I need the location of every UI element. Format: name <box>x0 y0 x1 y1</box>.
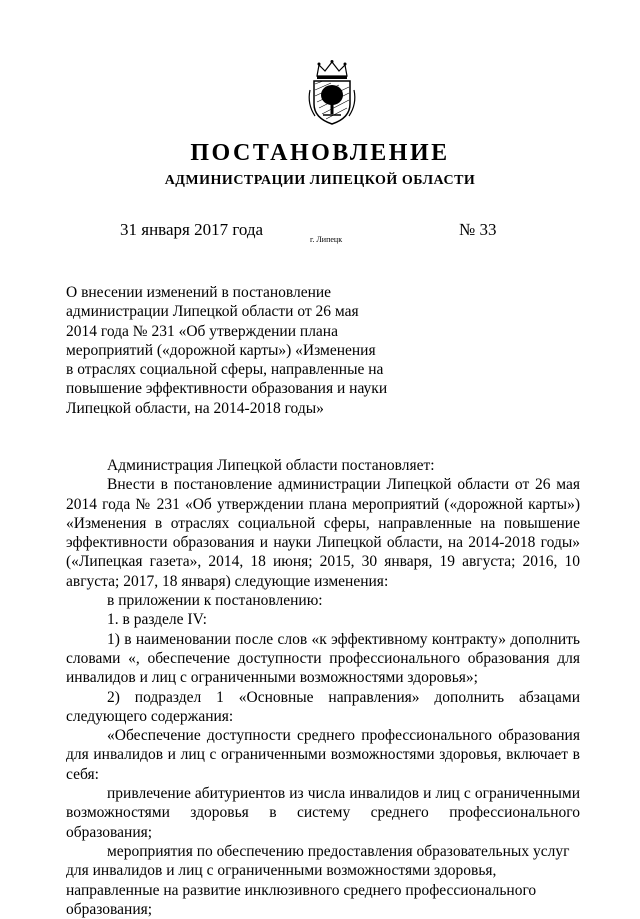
body-paragraph: в приложении к постановлению: <box>107 592 323 610</box>
heading-line: повышение эффективности образования и науки <box>66 380 388 398</box>
heading-line: администрации Липецкой области от 26 мая <box>66 303 359 321</box>
document-number: № 33 <box>459 220 497 239</box>
heading-line: 2014 года № 231 «Об утверждении плана <box>66 322 338 340</box>
body-paragraph: «Обеспечение доступности среднего профессионального образования для инвалидов и лиц с ограниченными возможностями здоровья, включает в себя: <box>66 727 580 783</box>
document-date: 31 января 2017 года <box>120 220 264 239</box>
body-paragraph: мероприятия по обеспечению предоставления образовательных услуг для инвалидов и лиц с ограниченными возможностями здоровья, направленные на развитие инклюзивного среднего профессионального образования; <box>66 842 570 918</box>
document-city: г. Липецк <box>310 235 343 244</box>
body-paragraph: Внести в постановление администрации Липецкой области от 26 мая 2014 года № 231 «Об утверждении плана мероприятий («дорожной карты») «Изменения в отраслях социальной сферы, направленные на повышение эффективности образования и науки Липецкой области, на 2014-2018 годы» («Липецкая газета», 2014, 18 июня; 2015, 30 января, 19 августа; 2016, 10 августа; 2017, 18 января) следующие изменения: <box>66 476 580 590</box>
heading-line: О внесении изменений в постановление <box>66 284 332 301</box>
document-body <box>66 456 580 919</box>
body-paragraph: 1) в наименовании после слов «к эффективному контракту» дополнить словами «, обеспечение доступности профессионального образования для инвалидов и лиц с ограниченными возможностями здоровья»; <box>66 630 580 687</box>
body-paragraph: Администрация Липецкой области постановляет: <box>107 457 435 474</box>
body-paragraph: 1. в разделе IV: <box>107 611 207 629</box>
body-paragraph: 2) подраздел 1 «Основные направления» дополнить абзацами следующего содержания: <box>66 688 580 725</box>
coat-of-arms-icon <box>305 60 359 126</box>
document-title: ПОСТАНОВЛЕНИЕ <box>190 140 450 166</box>
heading-line: мероприятий («дорожной карты») «Изменения <box>66 341 376 359</box>
document-heading <box>66 283 406 418</box>
heading-line: Липецкой области, на 2014-2018 годы» <box>66 399 324 417</box>
heading-line: в отраслях социальной сферы, направленные на <box>66 361 384 379</box>
body-paragraph: привлечение абитуриентов из числа инвалидов и лиц с ограниченными возможностями здоровья в систему среднего профессионального образования; <box>66 785 580 841</box>
document-subtitle: АДМИНИСТРАЦИИ ЛИПЕЦКОЙ ОБЛАСТИ <box>164 173 476 188</box>
